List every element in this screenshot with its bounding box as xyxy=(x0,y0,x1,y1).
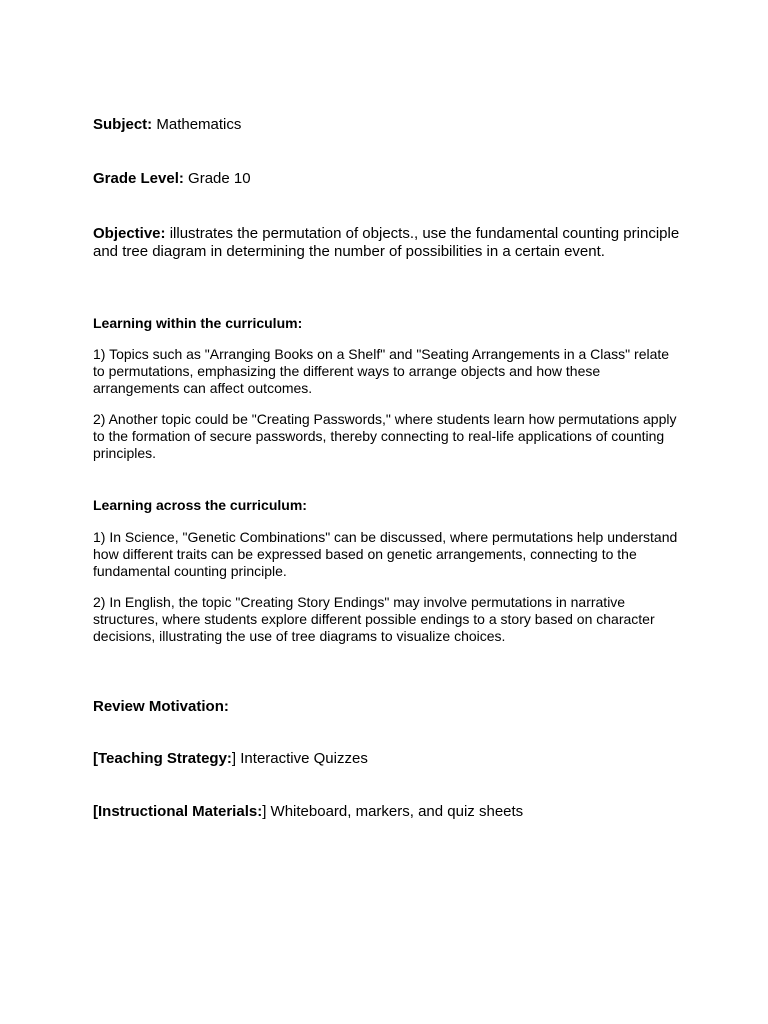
teaching-strategy-line xyxy=(93,750,683,768)
instructional-materials-value: Whiteboard, markers, and quiz sheets xyxy=(270,803,524,820)
teaching-strategy-close-bracket: ] xyxy=(231,750,237,767)
grade-level-label: Grade Level: xyxy=(93,170,184,187)
instructional-materials-open-bracket: [ xyxy=(93,803,98,820)
teaching-strategy-label: Teaching Strategy: xyxy=(98,750,232,767)
instructional-materials-close-bracket: ] xyxy=(262,803,267,820)
grade-level-line xyxy=(93,170,683,188)
instructional-materials-label: Instructional Materials: xyxy=(98,803,263,820)
objective-value: illustrates the permutation of objects., use the fundamental counting principle and tree diagram in determining the number of possibilities in a certain event. xyxy=(93,225,680,260)
review-motivation-heading: Review Motivation: xyxy=(93,698,229,715)
across-curriculum-item-2: 2) In English, the topic "Creating Story Endings" may involve permutations in narrative structures, where students explore different possible endings to a story based on character decisions, illustrating the use of tree diagrams to visualize choices. xyxy=(93,594,655,644)
teaching-strategy-open-bracket: [ xyxy=(93,750,98,767)
subject-label: Subject: xyxy=(93,116,153,133)
subject-line xyxy=(93,116,683,134)
grade-level-value: Grade 10 xyxy=(188,170,251,187)
subject-value: Mathematics xyxy=(156,116,242,133)
teaching-strategy-value: Interactive Quizzes xyxy=(240,750,368,767)
instructional-materials-line xyxy=(93,803,683,821)
objective-paragraph xyxy=(93,225,683,261)
across-curriculum-item-1: 1) In Science, "Genetic Combinations" can be discussed, where permutations help understand how different traits can be expressed based on genetic arrangements, connecting to the fundamental counting principle. xyxy=(93,529,678,579)
within-curriculum-item-2: 2) Another topic could be "Creating Passwords," where students learn how permutations apply to the formation of secure passwords, thereby connecting to real-life applications of counting principles. xyxy=(93,411,677,461)
across-curriculum-heading: Learning across the curriculum: xyxy=(93,497,307,513)
objective-label: Objective: xyxy=(93,225,166,242)
within-curriculum-item-1: 1) Topics such as "Arranging Books on a Shelf" and "Seating Arrangements in a Class" relate to permutations, emphasizing the different ways to arrange objects and how these arrangements can affect outcomes. xyxy=(93,346,670,396)
within-curriculum-heading: Learning within the curriculum: xyxy=(93,315,303,331)
